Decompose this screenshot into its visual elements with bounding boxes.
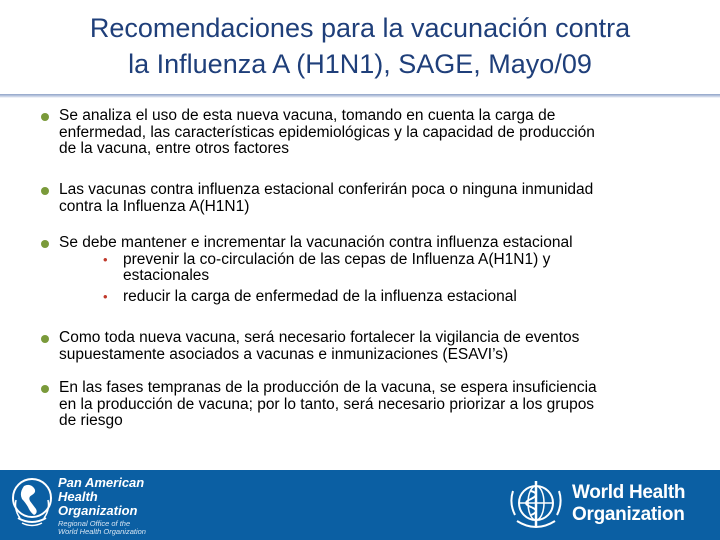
who-name-line: Organization: [572, 504, 685, 525]
slide-title: [0, 10, 720, 82]
paho-subtitle-line: World Health Organization: [58, 527, 146, 536]
sub-item: [103, 289, 699, 306]
bullet-text: [59, 235, 699, 305]
paho-name-line: Pan American: [58, 475, 145, 490]
paho-name: [58, 476, 144, 518]
bullet-line: En las fases tempranas de la producción de la vacuna, se espera insuficiencia: [59, 379, 597, 396]
paho-subtitle-line: Regional Office of the: [58, 519, 131, 528]
sub-line: prevenir la co-circulación de las cepas de Influenza A(H1N1) y: [123, 250, 551, 268]
bullet-line: enfermedad, las características epidemiológicas y la capacidad de producción: [59, 123, 595, 141]
bullet-line: contra la Influenza A(H1N1): [59, 197, 250, 215]
americas-globe-icon: [8, 476, 56, 534]
bullet-text: [59, 108, 699, 158]
who-name-line: World Health: [572, 482, 686, 503]
bullet-text: [59, 330, 699, 363]
sub-line: estacionales: [123, 267, 210, 284]
sub-line: reducir la carga de enfermedad de la influenza estacional: [123, 287, 517, 305]
paho-name-line: Organization: [58, 503, 138, 518]
title-divider: [0, 94, 720, 98]
paho-subtitle: [58, 520, 146, 536]
who-emblem-icon: [505, 475, 567, 535]
bullet-line: Se analiza el uso de esta nueva vacuna, tomando en cuenta la carga de: [59, 107, 556, 124]
sub-bullet-icon: •: [103, 288, 108, 304]
bullet-dot: [41, 240, 49, 248]
bullet-line: supuestamente asociados a vacunas e inmunizaciones (ESAVI’s): [59, 345, 509, 363]
bullet-line: de la vacuna, entre otros factores: [59, 140, 290, 157]
bullet-line: Se debe mantener e incrementar la vacunación contra influenza estacional: [59, 234, 573, 251]
bullet-dot: [41, 385, 49, 393]
sub-list: [59, 252, 699, 306]
paho-name-line: Health: [58, 489, 98, 504]
bullet-line: Como toda nueva vacuna, será necesario fortalecer la vigilancia de eventos: [59, 329, 580, 346]
bullet-dot: [41, 335, 49, 343]
slide-title-line2: la Influenza A (H1N1), SAGE, Mayo/09: [128, 49, 592, 79]
bullet-line: en la producción de vacuna; por lo tanto, será necesario priorizar a los grupos: [59, 395, 595, 413]
bullet-dot: [41, 187, 49, 195]
sub-bullet-icon: •: [103, 251, 108, 267]
bullet-text: [59, 182, 699, 215]
bullet-dot: [41, 113, 49, 121]
who-name: [572, 482, 685, 526]
bullet-line: de riesgo: [59, 412, 123, 429]
slide-title-line1: Recomendaciones para la vacunación contra: [89, 13, 631, 43]
bullet-line: Las vacunas contra influenza estacional conferirán poca o ninguna inmunidad: [59, 181, 594, 198]
bullet-text: [59, 380, 699, 430]
sub-item: [103, 252, 699, 285]
